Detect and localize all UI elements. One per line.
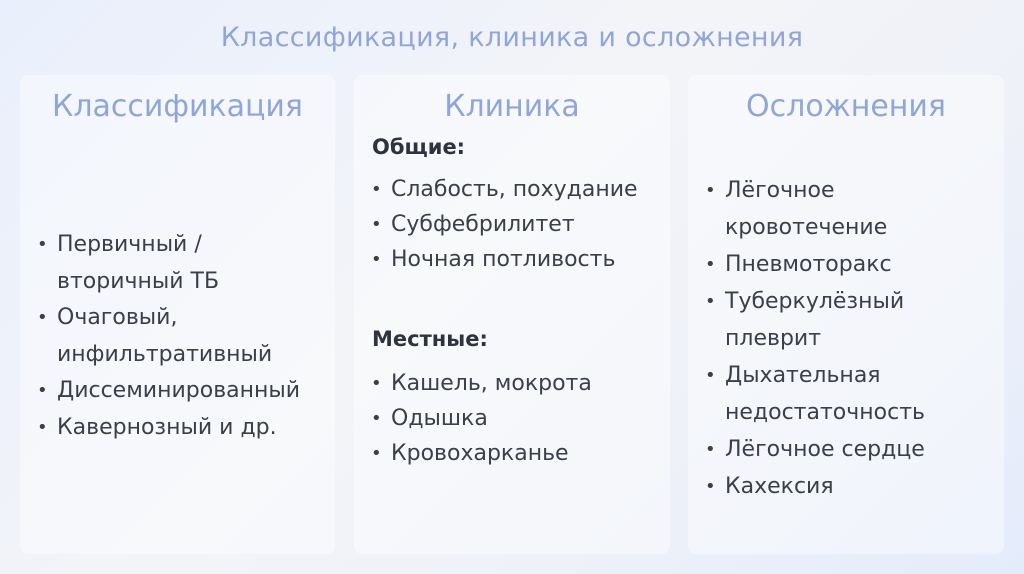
classification-card: [20, 75, 335, 554]
complications-card: [688, 75, 1004, 554]
list-item: • Пневмоторакс: [702, 246, 1002, 283]
list-item: • Кашель, мокрота: [368, 366, 668, 401]
classification-title: Классификация: [52, 89, 303, 124]
complications-list: [702, 172, 1002, 505]
list-item: • Лёгочное сердце: [702, 431, 1002, 468]
clinic-card: [354, 75, 670, 554]
local-heading: Местные:: [372, 327, 488, 351]
list-item: • Субфебрилитет: [368, 207, 668, 242]
list-item: • Кавернозный и др.: [34, 410, 334, 447]
list-item: • Диссеминированный: [34, 373, 334, 410]
list-item: • Слабость, похудание: [368, 172, 668, 207]
complications-title: Осложнения: [746, 89, 946, 124]
list-item: • Ночная потливость: [368, 242, 668, 277]
list-item: • Одышка: [368, 401, 668, 436]
list-item: • Очаговый, инфильтративный: [34, 300, 334, 373]
slide-title: Классификация, клиника и осложнения: [220, 22, 804, 53]
general-heading: Общие:: [372, 135, 466, 159]
list-item: • Туберкулёзный плеврит: [702, 283, 1002, 357]
clinic-title: Клиника: [444, 89, 580, 124]
local-list: [368, 366, 668, 471]
list-item: • Первичный / вторичный ТБ: [34, 227, 334, 300]
list-item: • Кахексия: [702, 468, 1002, 505]
general-list: [368, 172, 668, 277]
list-item: • Лёгочное кровотечение: [702, 172, 1002, 246]
classification-list: [34, 227, 334, 446]
list-item: • Кровохарканье: [368, 436, 668, 471]
list-item: • Дыхательная недостаточность: [702, 357, 1002, 431]
